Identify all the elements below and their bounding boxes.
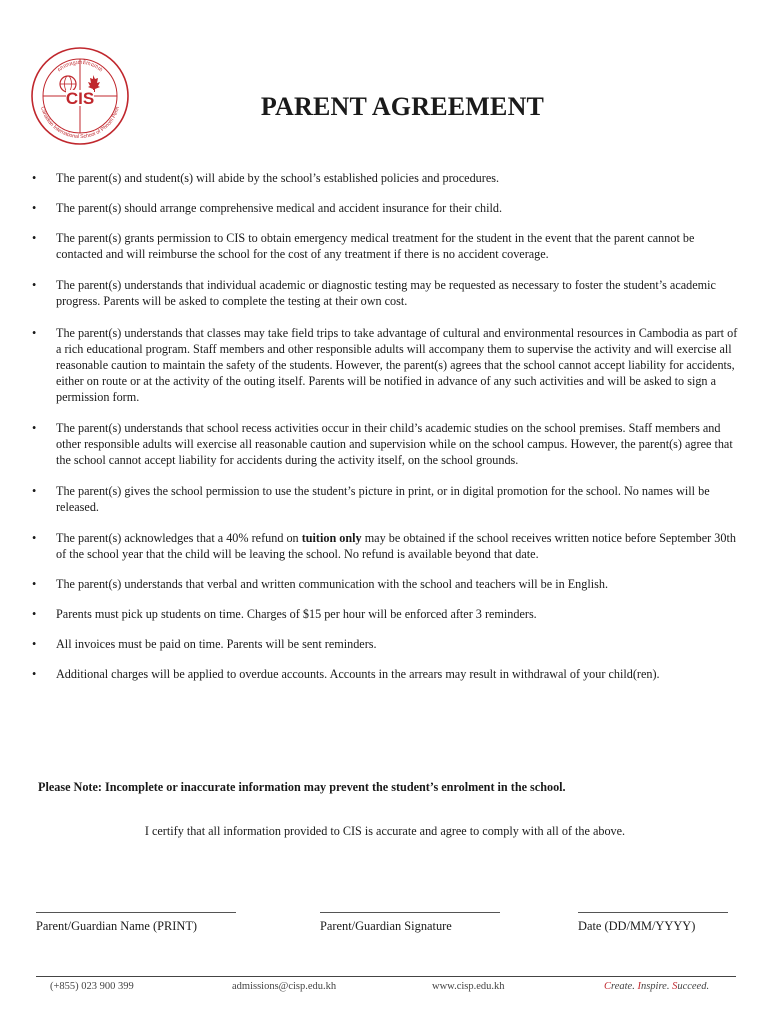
bullet: • — [32, 531, 37, 545]
footer-tagline: Create. Inspire. Succeed. — [604, 981, 710, 992]
date-line[interactable] — [578, 902, 728, 913]
bullet: • — [32, 484, 37, 498]
name-label: Parent/Guardian Name (PRINT) — [36, 919, 198, 933]
page-title: PARENT AGREEMENT — [260, 92, 545, 121]
agreement-list — [30, 170, 740, 682]
name-line[interactable] — [36, 902, 236, 913]
list-item: • The parent(s) understands that verbal and written communication with the school and teachers will be in English. — [32, 577, 609, 591]
list-item: • The parent(s) acknowledges that a 40% refund on tuition only may be obtained if the school receives written notice before September 30th of the school year that the child will be leaving the school. No refund is available beyond that date. — [32, 531, 736, 561]
bullet: • — [32, 637, 37, 651]
footer-website[interactable]: www.cisp.edu.kh — [432, 981, 505, 992]
bullet: • — [32, 171, 37, 185]
bullet: • — [32, 667, 37, 681]
please-note: Please Note: Incomplete or inaccurate information may prevent the student’s enrolment in the school. — [38, 780, 566, 794]
list-item: • All invoices must be paid on time. Parents will be sent reminders. — [32, 637, 377, 651]
footer-divider — [36, 976, 736, 977]
list-item: • The parent(s) and student(s) will abide by the school’s established policies and procedures. — [32, 171, 500, 185]
bullet: • — [32, 278, 37, 292]
bullet: • — [32, 231, 37, 245]
bullet: • — [32, 421, 37, 435]
list-item: • Parents must pick up students on time. Charges of $15 per hour will be enforced after 3 reminders. — [32, 607, 537, 621]
signature-label: Parent/Guardian Signature — [320, 919, 452, 933]
bullet: • — [32, 577, 37, 591]
certification-statement: I certify that all information provided to CIS is accurate and agree to comply with all of the above. — [144, 824, 626, 838]
bullet: • — [32, 607, 37, 621]
signature-block — [320, 902, 500, 934]
list-item: • The parent(s) grants permission to CIS to obtain emergency medical treatment for the student in the event that the parent cannot be contacted and will reimburse the school for the cost of any treatment if there is no accident coverage. — [32, 231, 695, 261]
logo-letters: CIS — [65, 89, 95, 108]
list-item: • The parent(s) understands that individual academic or diagnostic testing may be requested as necessary to foster the student’s academic progress. Parents will be asked to complete the testing at their own cost. — [32, 278, 716, 308]
list-item: • The parent(s) should arrange comprehensive medical and accident insurance for their child. — [32, 201, 503, 215]
name-signature-block — [36, 902, 236, 934]
logo-arc-bottom: Canadian International School of Phnom Penh — [39, 106, 121, 141]
bullet: • — [32, 201, 37, 215]
list-item: • Additional charges will be applied to overdue accounts. Accounts in the arrears may result in withdrawal of your child(ren). — [32, 667, 660, 681]
footer-email[interactable]: admissions@cisp.edu.kh — [232, 981, 337, 992]
bullet: • — [32, 326, 37, 340]
date-block — [578, 902, 728, 934]
date-label: Date (DD/MM/YYYY) — [578, 919, 696, 933]
tuition-only-emphasis: tuition only — [301, 531, 362, 545]
footer-phone: (+855) 023 900 399 — [50, 981, 134, 992]
list-item: • The parent(s) understands that school recess activities occur in their child’s academic studies on the school premises. Staff members and other responsible adults will exercise all reasonable caution and supervision while on the school campus. However, the parent(s) agree that the school cannot accept liability for accidents during the activity itself, on the school grounds. — [32, 421, 733, 467]
list-item: • The parent(s) understands that classes may take field trips to take advantage of cultural and environmental resources in Cambodia as part of a rich educational program. Staff members and other responsible adults will accompany them to supervise the activity and will exercise all reasonable caution to maintain the safety of the students. However, the parent(s) agrees that the school cannot accept liability for accidents, either on route or at the activity of the outing itself. Parents will be notified in advance of any such activities and will be asked to sign a permission form. — [32, 326, 738, 404]
logo-arc-top: សាលាអន្តរជាតិកាណាដា — [56, 59, 104, 74]
signature-line[interactable] — [320, 902, 500, 913]
list-item: • The parent(s) gives the school permission to use the student’s picture in print, or in digital promotion for the school. No names will be released. — [32, 484, 710, 514]
